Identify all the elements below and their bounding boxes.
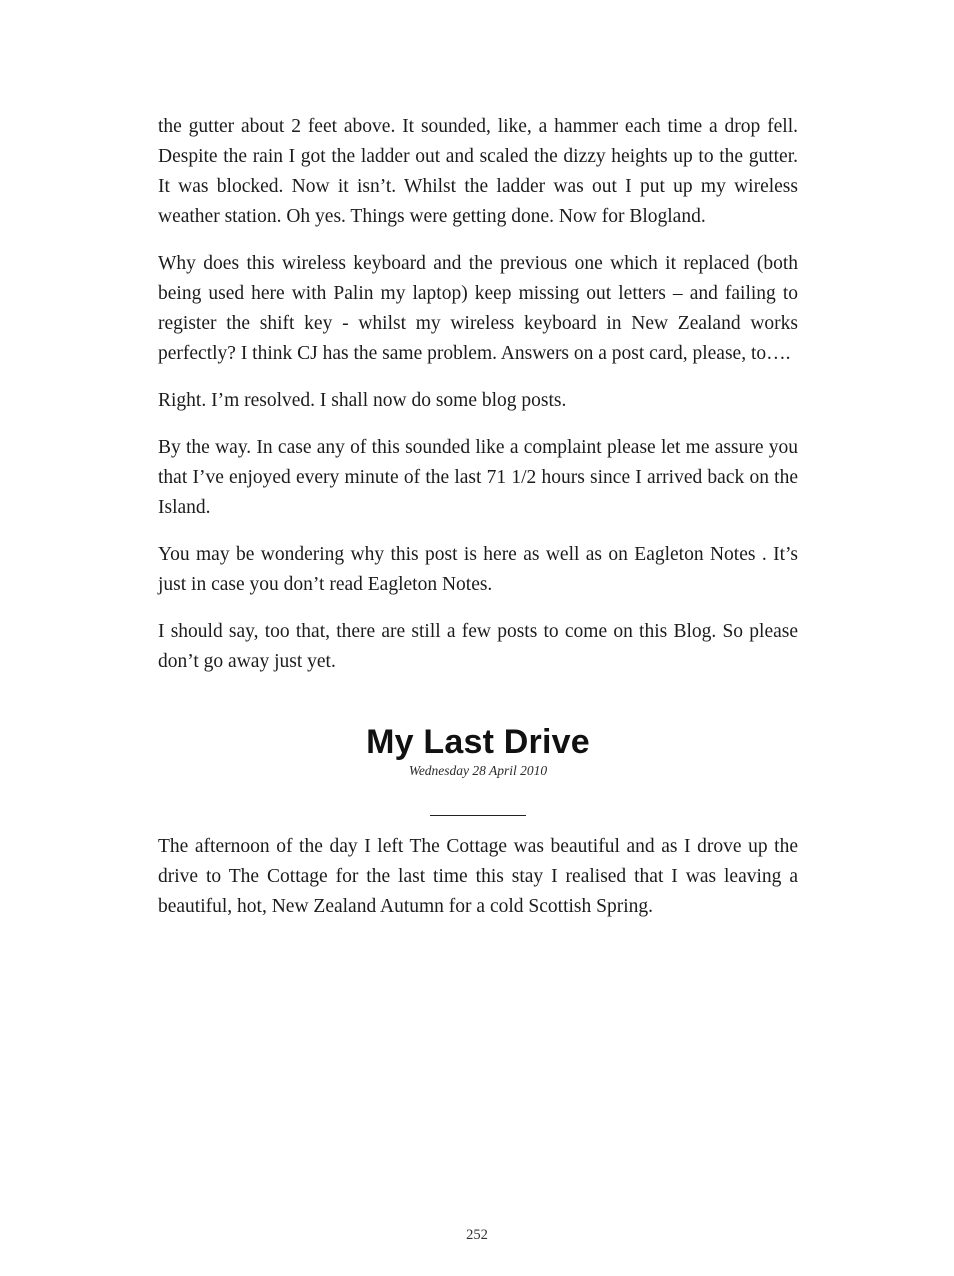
paragraph: By the way. In case any of this sounded like a complaint please let me assure you that I’ve enjoyed every minute of the last 71 1/2 hours since I arrived back on the Island. xyxy=(158,437,798,518)
section-date: Wednesday 28 April 2010 xyxy=(408,763,548,778)
section-title: My Last Drive xyxy=(366,723,590,761)
paragraph: I should say, too that, there are still a few posts to come on this Blog. So please don’t go away just yet. xyxy=(158,621,798,672)
paragraph: Right. I’m resolved. I shall now do some blog posts. xyxy=(158,390,567,411)
paragraph: the gutter about 2 feet above. It sounded, like, a hammer each time a drop fell. Despite the rain I got the ladder out and scaled the dizzy heights up to the gutter. It was blocked. Now it isn’t. Whilst the ladder was out I put up my wireless weather station. Oh yes. Things were getting done. Now for Blogland. xyxy=(158,116,798,227)
paragraph: You may be wondering why this post is here as well as on Eagleton Notes . It’s just in case you don’t read Eagleton Notes. xyxy=(158,544,798,595)
page-number: 252 xyxy=(466,1227,488,1243)
section-divider xyxy=(430,815,526,816)
paragraph: Why does this wireless keyboard and the previous one which it replaced (both being used here with Palin my laptop) keep missing out letters – and failing to register the shift key - whilst my wireless keyboard in New Zealand works perfectly? I think CJ has the same problem. Answers on a post card, please, to…. xyxy=(158,253,798,364)
paragraph: The afternoon of the day I left The Cottage was beautiful and as I drove up the drive to The Cottage for the last time this stay I realised that I was leaving a beautiful, hot, New Zealand Autumn for a cold Scottish Spring. xyxy=(158,836,798,917)
text-block xyxy=(158,112,798,939)
